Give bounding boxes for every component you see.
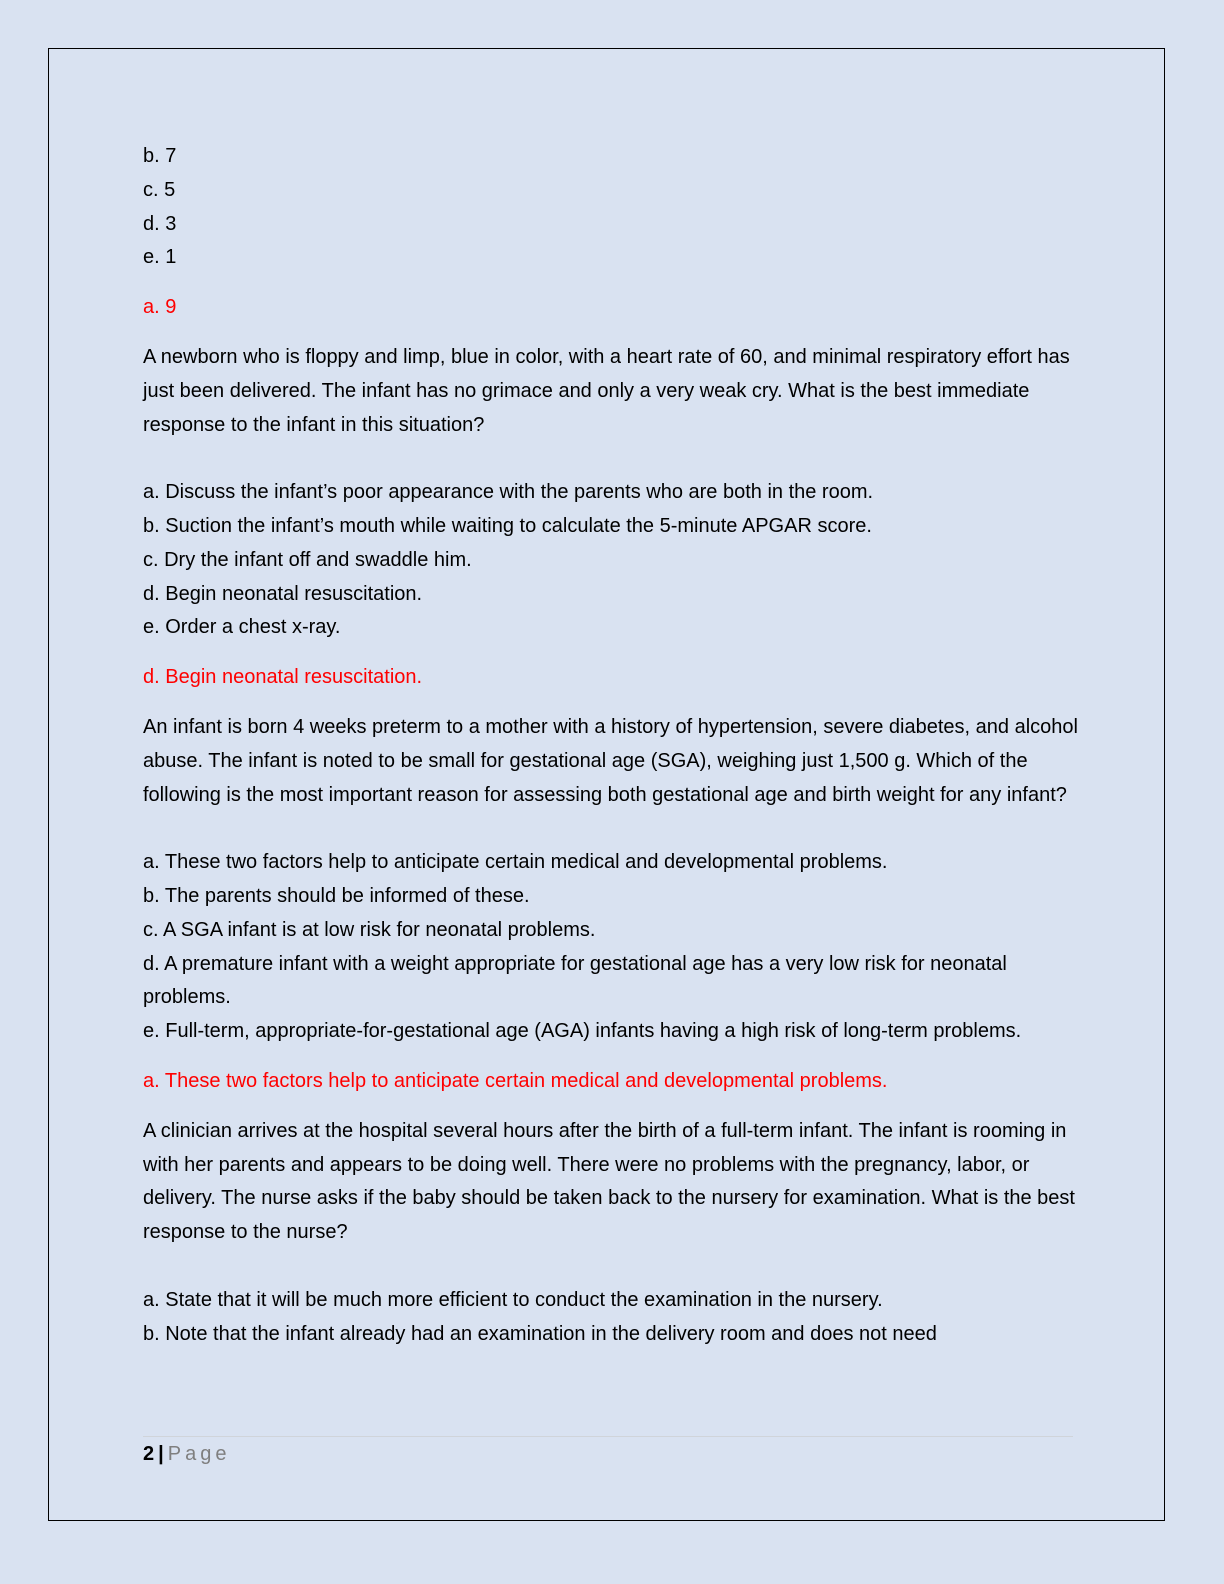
option-e: e. Full-term, appropriate-for-gestational age (AGA) infants having a high risk of long-term problems. <box>143 1020 1022 1043</box>
answer-text: a. These two factors help to anticipate certain medical and developmental problems. <box>143 1069 888 1092</box>
option-b: b. Suction the infant’s mouth while waiting to calculate the 5-minute APGAR score. <box>143 514 872 537</box>
option-e: e. 1 <box>143 246 177 269</box>
page-footer <box>143 1438 230 1470</box>
option-b: b. Note that the infant already had an examination in the delivery room and does not need <box>143 1322 937 1345</box>
page-content <box>143 140 1078 1351</box>
option-a: a. Discuss the infant’s poor appearance with the parents who are both in the room. <box>143 481 874 504</box>
answer-text: d. Begin neonatal resuscitation. <box>143 666 423 689</box>
option-b: b. The parents should be informed of these. <box>143 884 530 907</box>
option-b: b. 7 <box>143 145 177 167</box>
option-d: d. A premature infant with a weight appropriate for gestational age has a very low risk for neonatal problems. <box>143 952 1007 1009</box>
footer-divider <box>143 1436 1073 1437</box>
option-a: a. These two factors help to anticipate certain medical and developmental problems. <box>143 851 888 874</box>
page-label: Page <box>167 1443 231 1465</box>
option-c: c. 5 <box>143 178 176 201</box>
footer-separator: | <box>158 1443 164 1465</box>
question-stem: A clinician arrives at the hospital several hours after the birth of a full-term infant. The infant is rooming in with her parents and appears to be doing well. There were no problems with the pregnancy, labor, or delivery. The nurse asks if the baby should be taken back to the nursery for examination. What is the best response to the nurse? <box>143 1119 1075 1244</box>
option-a: a. State that it will be much more efficient to conduct the examination in the nursery. <box>143 1288 883 1311</box>
option-d: d. Begin neonatal resuscitation. <box>143 582 423 605</box>
option-c: c. A SGA infant is at low risk for neonatal problems. <box>143 918 596 941</box>
answer-text: a. 9 <box>143 296 177 319</box>
option-d: d. 3 <box>143 212 177 235</box>
option-e: e. Order a chest x-ray. <box>143 616 341 639</box>
option-c: c. Dry the infant off and swaddle him. <box>143 548 472 571</box>
question-stem: A newborn who is floppy and limp, blue in color, with a heart rate of 60, and minimal respiratory effort has just been delivered. The infant has no grimace and only a very weak cry. What is the best immediate response to the infant in this situation? <box>143 345 1070 436</box>
page-number: 2 <box>143 1443 155 1465</box>
question-stem: An infant is born 4 weeks preterm to a mother with a history of hypertension, severe diabetes, and alcohol abuse. The infant is noted to be small for gestational age (SGA), weighing just 1,500 g. Which of the following is the most important reason for assessing both gestational age and birth weight for any infant? <box>143 715 1078 806</box>
